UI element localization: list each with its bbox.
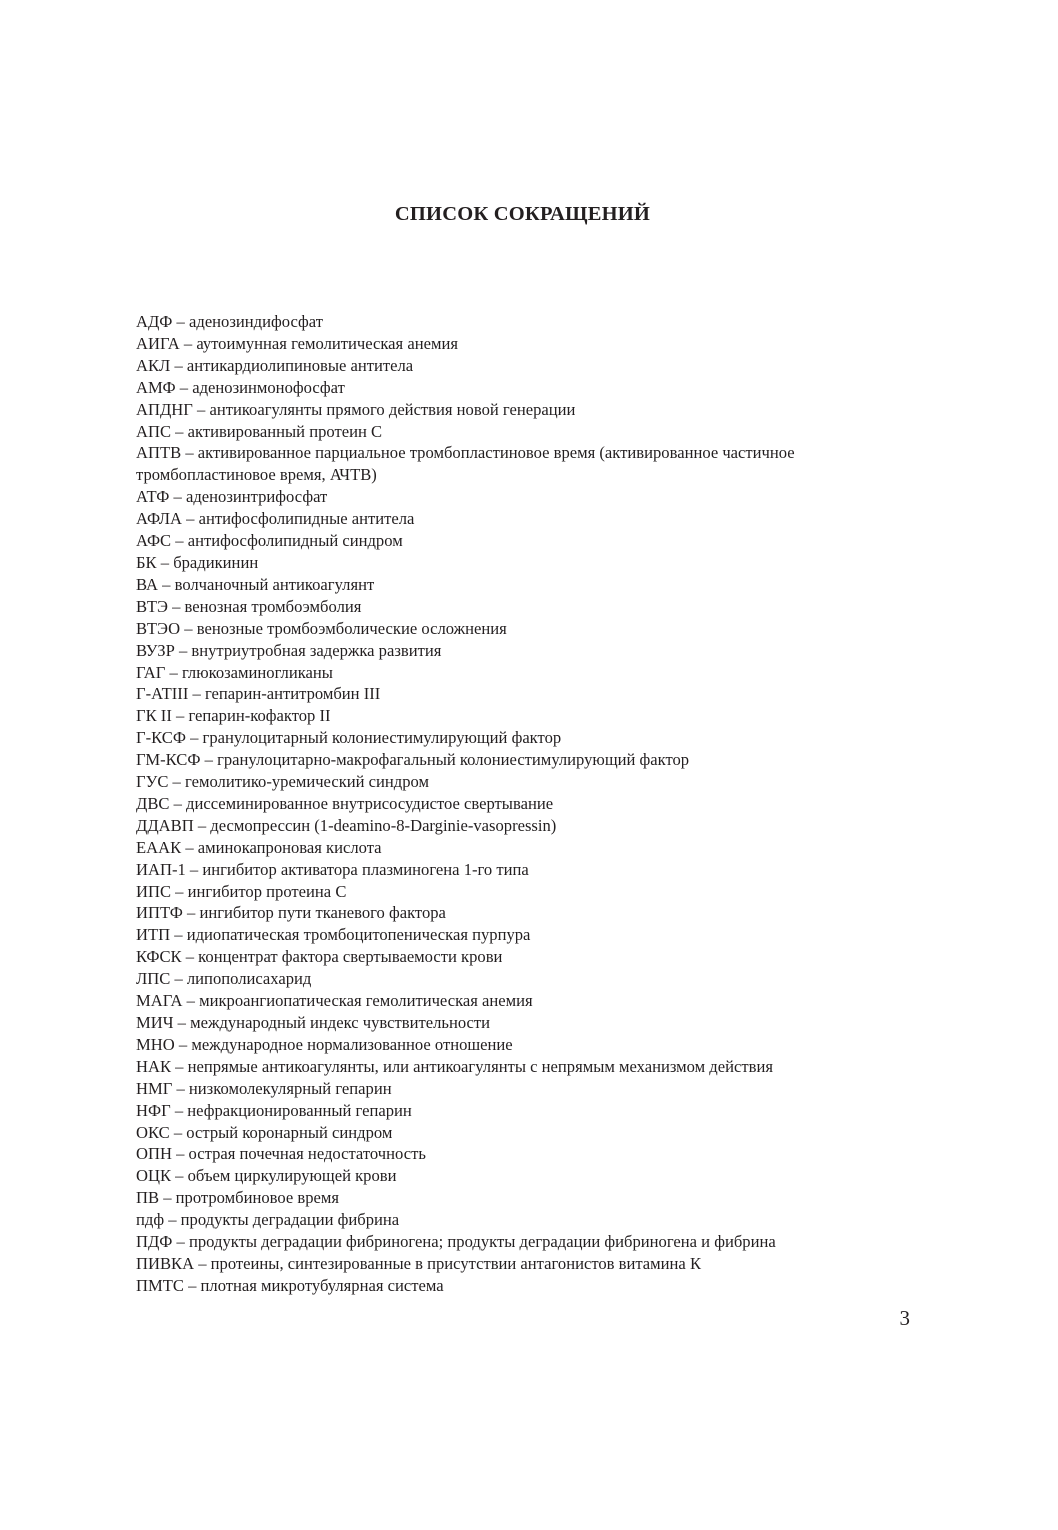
list-item: ВУЗР – внутриутробная задержка развития [136,640,442,660]
list-item: ПМТС – плотная микротубулярная система [136,1275,444,1295]
list-item: ГК II – гепарин-кофактор II [136,706,331,726]
list-item: ГУС – гемолитико-уремический синдром [136,772,430,792]
list-item: ГМ-КСФ – гранулоцитарно-макрофагальный колониестимулирующий фактор [136,750,690,770]
list-item: АФЛА – антифосфолипидные антитела [136,509,415,529]
list-item: АПДНГ – антикоагулянты прямого действия новой генерации [136,399,576,419]
list-item: ИПС – ингибитор протеина С [136,881,347,901]
list-item: АПТВ – активированное парциальное тромбопластиновое время (активированное частичное тромбопластиновое время, АЧТВ) [136,443,795,485]
list-item: ОПН – острая почечная недостаточность [136,1144,426,1164]
list-item: АПС – активированный протеин С [136,421,383,441]
list-item: ВТЭО – венозные тромбоэмболические осложнения [136,618,507,638]
list-item: НАК – непрямые антикоагулянты, или антикоагулянты с непрямым механизмом действия [136,1056,773,1076]
list-item: АИГА – аутоимунная гемолитическая анемия [136,333,458,353]
list-item: АТФ – аденозинтрифосфат [136,487,328,507]
list-item: ВТЭ – венозная тромбоэмболия [136,596,362,616]
list-item: МИЧ – международный индекс чувствительности [136,1013,491,1032]
list-item: ОКС – острый коронарный синдром [136,1122,393,1142]
list-item: ПДФ – продукты деградации фибриногена; продукты деградации фибриногена и фибрина [136,1232,776,1252]
list-item: БК – брадикинин [136,552,259,572]
list-item: пдф – продукты деградации фибрина [136,1210,400,1230]
list-item: ИПТФ – ингибитор пути тканевого фактора [136,903,446,923]
list-item: ИТП – идиопатическая тромбоцитопеническая пурпура [136,925,531,945]
list-item: Г-КСФ – гранулоцитарный колониестимулирующий фактор [136,728,562,748]
page-title: СПИСОК СОКРАЩЕНИЙ [394,203,651,225]
list-item: НМГ – низкомолекулярный гепарин [136,1078,392,1098]
list-item: МАГА – микроангиопатическая гемолитическая анемия [136,991,533,1011]
page-number: 3 [899,1306,910,1330]
list-item: АФС – антифосфолипидный синдром [136,531,403,551]
list-item: ЕААК – аминокапроновая кислота [136,837,382,857]
list-item: АДФ – аденозиндифосфат [136,312,323,331]
abbreviation-list [136,311,926,1297]
list-item: НФГ – нефракционированный гепарин [136,1100,412,1120]
list-item: Г-АТIII – гепарин-антитромбин III [136,684,381,704]
list-item: АКЛ – антикардиолипиновые антитела [136,355,414,375]
list-item: ДДАВП – десмопрессин (1-deamino-8-Darginie-vasopressin) [136,815,557,835]
list-item: МНО – международное нормализованное отношение [136,1034,513,1054]
list-item: ИАП-1 – ингибитор активатора плазминогена 1-го типа [136,859,529,879]
list-item: ОЦК – объем циркулирующей крови [136,1166,397,1186]
list-item: ГАГ – глюкозаминогликаны [136,662,333,682]
list-item: КФСК – концентрат фактора свертываемости крови [136,947,503,967]
list-item: ПВ – протромбиновое время [136,1188,339,1208]
list-item: ВА – волчаночный антикоагулянт [136,574,375,594]
list-item: ПИВКА – протеины, синтезированные в присутствии антагонистов витамина К [136,1253,702,1273]
list-item: ДВС – диссеминированное внутрисосудистое свертывание [136,793,554,813]
list-item: АМФ – аденозинмонофосфат [136,377,345,397]
list-item: ЛПС – липополисахарид [136,969,312,989]
